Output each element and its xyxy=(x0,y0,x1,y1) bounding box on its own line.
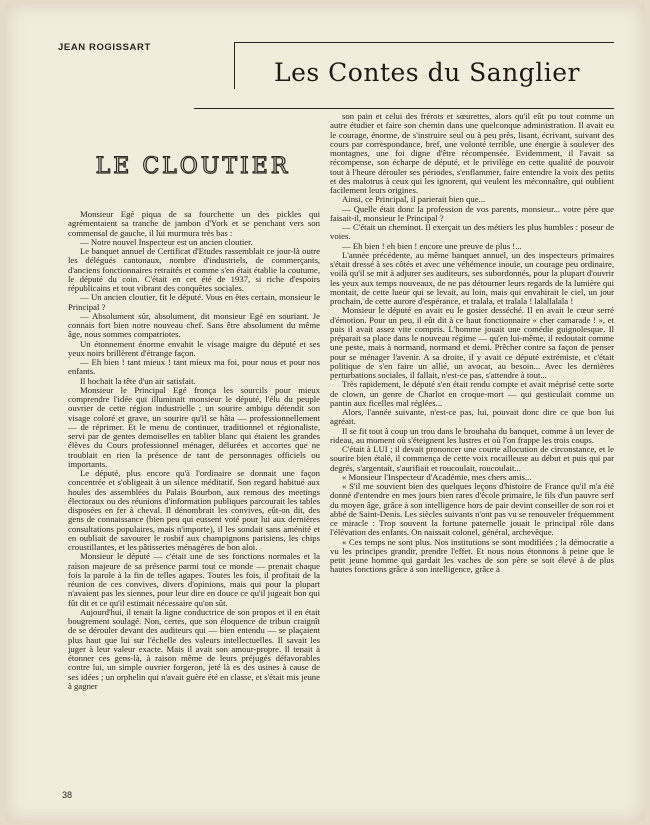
paragraph: Monsieur le Principal Egé fronça les sourcils pour mieux comprendre l'idée qui illuminait monsieur le député, l'élu du peuple ouvrier de cette région industrielle ; un sourire ambigu détendit son visage coloré et grave, un sourire qu'il se hâta — professionnellement — de réprimer. Et le menu de continuer, traditionnel et régionaliste, servi par de gentes demoiselles en tablier blanc qui étaient les grandes élèves du Cours professionnel ménager, délurées et accortes que ne troublait en rien la présence de tant de personnages officiels ou importants. xyxy=(68,384,320,469)
paragraph: Il hochait la tête d'un air satisfait. xyxy=(80,375,196,386)
paragraph: Monsieur Egé piqua de sa fourchette un des pickles qui agrémentaient sa tranche de jambon d'York et se penchant vers son commensal de gauche, il lui murmura très bas : xyxy=(68,210,320,238)
paragraph: — Absolument sûr, absolument, dit monsieur Egé en souriant. Je connais fort bien notre nouveau chef. Sans être absolument du même âge, nous sommes compatriotes. xyxy=(68,310,320,340)
paragraph: — Eh bien ! tant mieux ! tant mieux ma foi, pour nous et pour nos enfants. xyxy=(68,357,320,377)
paragraph: Il se fit tout à coup un trou dans le brouhaha du banquet, comme à un lever de rideau, au moment où s'éteignent les lustres et où l'on frappe les trois coups. xyxy=(330,425,614,445)
paragraph: — Un ancien cloutier, fit le député. Vous en êtes certain, monsieur le Principal ? xyxy=(68,292,320,312)
paragraph: — Eh bien ! eh bien ! encore une preuve de plus !... xyxy=(342,240,522,251)
header-rule-bottom xyxy=(194,108,614,109)
header-rule-top xyxy=(234,42,614,43)
header-rule-vertical xyxy=(234,42,235,89)
magazine-page xyxy=(6,4,644,821)
paragraph: « S'il me souvient bien des quelques leçons d'histoire de France qu'il m'a été donné d'entendre en mes jours bien rares d'école primaire, le fils d'un pauvre serf du moyen âge, grâce à son intelligence hors de pair devint conseiller de son roi et abbé de Saint-Denis. Les siècles suivants n'ont pas vu se renouveler fréquemment ce miracle : Trop souvent la fortune paternelle jouait le principal rôle dans l'élévation des enfants. On naissait colonel, général, archevêque. xyxy=(330,481,614,538)
paragraph: C'était à LUI ; il devait prononcer une courte allocution de circonstance, et le sourire bien étalé, il commença de cette voix rocailleuse au début et puis qui par degrés, s'argentait, s'aurifiait et roucoulait, roucoulait... xyxy=(330,444,614,473)
left-text-column xyxy=(68,210,320,784)
series-title: Les Contes du Sanglier xyxy=(274,58,580,87)
paragraph: Monsieur le député — c'était une de ses fonctions normales et la raison majeure de sa présence parmi tout ce monde — prenait chaque fois la parole à la fin de telles agapes. Toutes les fois, il profitait de la réunion de ces convives, divers d'opinions, mais qui pour la plupart n'avaient pas les siennes, pour leur dire en douce ce qu'il jugeait bon qui fût dit et ce qu'il estimait nécessaire qu'on sût. xyxy=(68,551,320,608)
paragraph: L'année précédente, au même banquet annuel, un des inspecteurs primaires s'était dressé à ses côtés et avec une véhémence inouïe, un courage peu ordinaire, voilà qu'il se mit à adjurer ses auditeurs, ses subordonnés, pour la plupart d'ouvrir les yeux aux temps nouveaux, de ne pas détourner leurs regards de la lumière qui montait, de cette lueur qui se levait, au loin, mais qui envahirait le ciel, un jour prochain, de cette aurore d'espérance, et tralala, et tralala ! lalallalala ! xyxy=(330,249,614,306)
paragraph: Ainsi, ce Principal, il parierait bien que... xyxy=(342,194,486,205)
paragraph: — Notre nouvel Inspecteur est un ancien cloutier. xyxy=(80,236,253,247)
paragraph: Aujourd'hui, il tenait la ligne conductrice de son propos et il en était bougrement soulagé. Non, certes, que son éloquence de tribun craignît de se dérouler devant des auditeurs qui — bien entendu — se plaçaient plus haut que lui sur l'échelle des valeurs intellectuelles. Il savait les juger à leur valeur exacte. Mais il avait son amour-propre. Il tenait à étonner ces gens-là, à raison même de leurs préjugés défavorables contre lui, un simple ouvrier forgeron, jeté là es des usines à cause de ses idées ; un orphelin qui n'avait guère été en classe, et s'était mis jeune à gagner xyxy=(68,606,320,691)
paragraph: Le banquet annuel de Certificat d'Etudes rassemblait ce jour-là outre les délégués cantonaux, nombre d'industriels, de commerçants, d'anciens fonctionnaires retraités et comme s'en était établie la coutume, le député du coin. C'était en cet été de 1937, si riche d'espoirs républicains et tout vibrant des conquêtes sociales. xyxy=(68,246,320,293)
paragraph: Monsieur le député en avait eu le gosier desséché. Il en avait le cœur serré d'émotion. Pour un peu, il eût dit à ce haut fonctionnaire « cher camarade ! », et puis il avait assez vite compris. L'homme jouait une comédie guignolesque. Il préparait sa place dans le nouveau régime — qu'en lui-même, il redoutait comme une peste, mais à normand, normand et demi. Prêcher contre sa façon de penser pour se ménager l'avenir. A sa droite, il y avait ce député extrémiste, et c'était politique de s'en faire un allié, un avocat, au besoin... Avec les dernières perturbations sociales, il fallait, n'est-ce pas, s'attendre à tout... xyxy=(330,305,614,380)
paragraph: Très rapidement, le député s'en était rendu compte et avait méprisé cette sorte de clown, un genre de Charlot en croque-mort — qui gesticulait comme un pantin aux ficelles mal réglées... xyxy=(330,379,614,408)
paragraph: — C'était un cheminot. Il exerçait un des métiers les plus humbles : poseur de voies. xyxy=(330,222,614,242)
paragraph: son pain et celui des frérots et sœurettes, alors qu'il eût pu tout comme un autre étudier et faire son chemin dans une quelconque administration. Il avait eu le courage, énorme, de s'instruire seul ou à peu près, lisant, écrivant, suivant des cours par correspondance, bref, une volonté terrible, une énergie à soulever des montagnes, une foi digne d'être récompensée. Evidemment, il l'avait sa récompense, son écharpe de député, et le privilège en cette qualité de pouvoir tout à l'heure dérouler ses périodes, s'enflammer, faire entendre la voix des petits et des malotrus à ceux qui les ignorent, qui veulent les méconnaître, qui oublient facilement leurs origines. xyxy=(330,112,614,195)
paragraph: « Ces temps ne sont plus. Nos institutions se sont modifiées ; la démocratie a vu les principes grandir, prendre l'effet. Et nous nous étonnons à peine que le petit jeune homme qui gardait les vaches de son père se soit élevé à de plus hautes fonctions grâce à son intelligence, grâce à xyxy=(330,536,614,575)
paragraph: « Monsieur l'Inspecteur d'Académie, mes chers amis... xyxy=(342,471,532,482)
right-text-column xyxy=(330,112,614,794)
story-title: LE CLOUTIER xyxy=(95,154,291,179)
author-name: JEAN ROGISSART xyxy=(58,42,151,53)
paragraph: Le député, plus encore qu'à l'ordinaire se donnait une façon concentrée et s'obligeait à un silence méditatif. Son regard habitué aux houles des assemblées du Palais Bourbon, aux remous des meetings électoraux ou des réunions d'information publiques parcourait les tables disposées en fer à cheval. Il dénombrait les convives, eût-on dit, des gens de connaissance (bien peu qui eussent voté pour lui aux dernières consultations populaires, mais n'importe), il les sondait sans aménité et en oubliait de savourer le rosbif aux champignons parisiens, les chips croustillantes, et les pâtisseries ménagères de bon aloi. xyxy=(68,468,320,552)
paragraph: Un étonnement énorme envahit le visage maigre du député et ses yeux noirs brillèrent d'étrange façon. xyxy=(68,338,320,358)
paragraph: — Quelle était donc la profession de vos parents, monsieur... votre père que faisait-il, monsieur le Principal ? xyxy=(330,203,614,223)
paragraph: Alors, l'année suivante, n'est-ce pas, lui, pouvait donc dire ce que bon lui agréait. xyxy=(330,407,614,427)
page-number: 38 xyxy=(62,790,73,800)
